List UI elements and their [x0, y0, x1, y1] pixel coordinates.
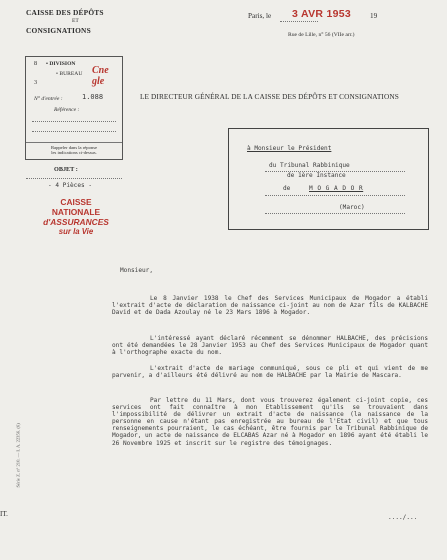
reference-footer-line1: Rappeler dans la réponse: [50, 145, 98, 150]
bureau-label: • BUREAU: [56, 71, 83, 77]
objet-rule: [26, 178, 122, 179]
insurance-stamp-line3: sur la Vie: [58, 227, 94, 236]
address-line: Rue de Lille, n° 56 (VIIe arr.): [288, 32, 355, 38]
place-label: Paris, le: [248, 12, 272, 20]
recipient-line3: de 1ère Instance: [287, 172, 346, 179]
org-name-line1: CAISSE DES DÉPÔTS: [26, 8, 104, 17]
reference-footer-divider: [26, 142, 122, 143]
form-number: Série Z. n° 210. — I. A. 22356. (6): [15, 423, 21, 488]
recipient-line2: du Tribunal Rabbinique: [269, 162, 350, 169]
recipient-city: M O G A D O R: [309, 185, 364, 192]
reference-footer: [30, 145, 118, 155]
reference-rule-1: [32, 121, 116, 122]
paragraph-2: L'intéressé ayant déclaré récemment se dénommer HALBACHE, des précisions ont été demandées le 28 Janvier 1953 au Chef des Services Municipaux de Mogador quant à l'orthographe exacte du nom.: [112, 335, 428, 357]
division-number: 8: [34, 60, 38, 67]
entry-label: N° d'entrée :: [34, 96, 63, 102]
paragraph-3: L'extrait d'acte de mariage communiqué, sous ce pli et qui vient de me parvenir, a d'ailleurs été délivré au nom de HALBACHE par la Mairie de Mascara.: [112, 365, 428, 380]
date-stamp: 3 AVR 1953: [292, 8, 352, 20]
division-label: • DIVISION: [46, 61, 76, 67]
recipient-line5: (Maroc): [339, 204, 365, 211]
paragraph-1: Le 8 Janvier 1938 le Chef des Services Municipaux de Mogador a établi l'extrait d'acte de déclaration de naissance ci-joint au nom de Azar fils de KALBACHE David et de Dada Azoulay né le 23 Mars 1896 à Mogador.: [112, 295, 428, 317]
recipient-box: [228, 128, 429, 230]
continued-mark: ..../...: [388, 514, 418, 521]
director-title: LE DIRECTEUR GÉNÉRAL DE LA CAISSE DES DÉPÔTS ET CONSIGNATIONS: [140, 92, 399, 101]
insurance-stamp-line2: d'ASSURANCES: [43, 217, 109, 227]
org-name-et: ET: [72, 18, 79, 24]
insurance-stamp: [36, 197, 116, 237]
date-dotted-rule: [280, 21, 318, 22]
org-name-line2: CONSIGNATIONS: [26, 26, 91, 35]
objet-label: OBJET :: [54, 166, 78, 173]
recipient-rule-4: [265, 195, 405, 196]
recipient-rule-5: [265, 213, 405, 214]
salutation: Monsieur,: [120, 267, 154, 274]
year-suffix: 19: [370, 12, 378, 20]
reference-box: [25, 56, 123, 160]
reference-label: Référence :: [54, 107, 80, 113]
objet-pieces: - 4 Pièces -: [48, 182, 93, 189]
entry-value: 1.088: [82, 93, 104, 101]
reference-rule-2: [32, 131, 116, 132]
recipient-line1: à Monsieur le Président: [247, 145, 332, 152]
reference-footer-line2: les indications ci-dessus.: [51, 150, 97, 156]
corner-mark: IT.: [0, 510, 8, 518]
bureau-stamp: Cne gle: [92, 65, 109, 87]
paragraph-4: Par lettre du 11 Mars, dont vous trouverez également ci-joint copie, ces services ont fait connaître à mon Etablissement qu'ils se trouvaient dans l'impossibilité de délivrer un extrait d'acte de naissance (la naissance de la personne en cause n'étant pas enregistrée au bureau de l'Etat civil) et que tous renseignements pourraient, le cas échéant, être fournis par le Tribunal Rabbinique de Mogador, un acte de naissance de ELCABAS Azar né à Mogador en 1896 ayant été établi le 26 Novembre 1925 et inscrit sur le registre des témoignages.: [112, 397, 428, 447]
bureau-number: 3: [34, 79, 38, 86]
recipient-line4-prefix: de: [283, 185, 291, 192]
insurance-stamp-line1: CAISSE NATIONALE: [51, 197, 101, 217]
